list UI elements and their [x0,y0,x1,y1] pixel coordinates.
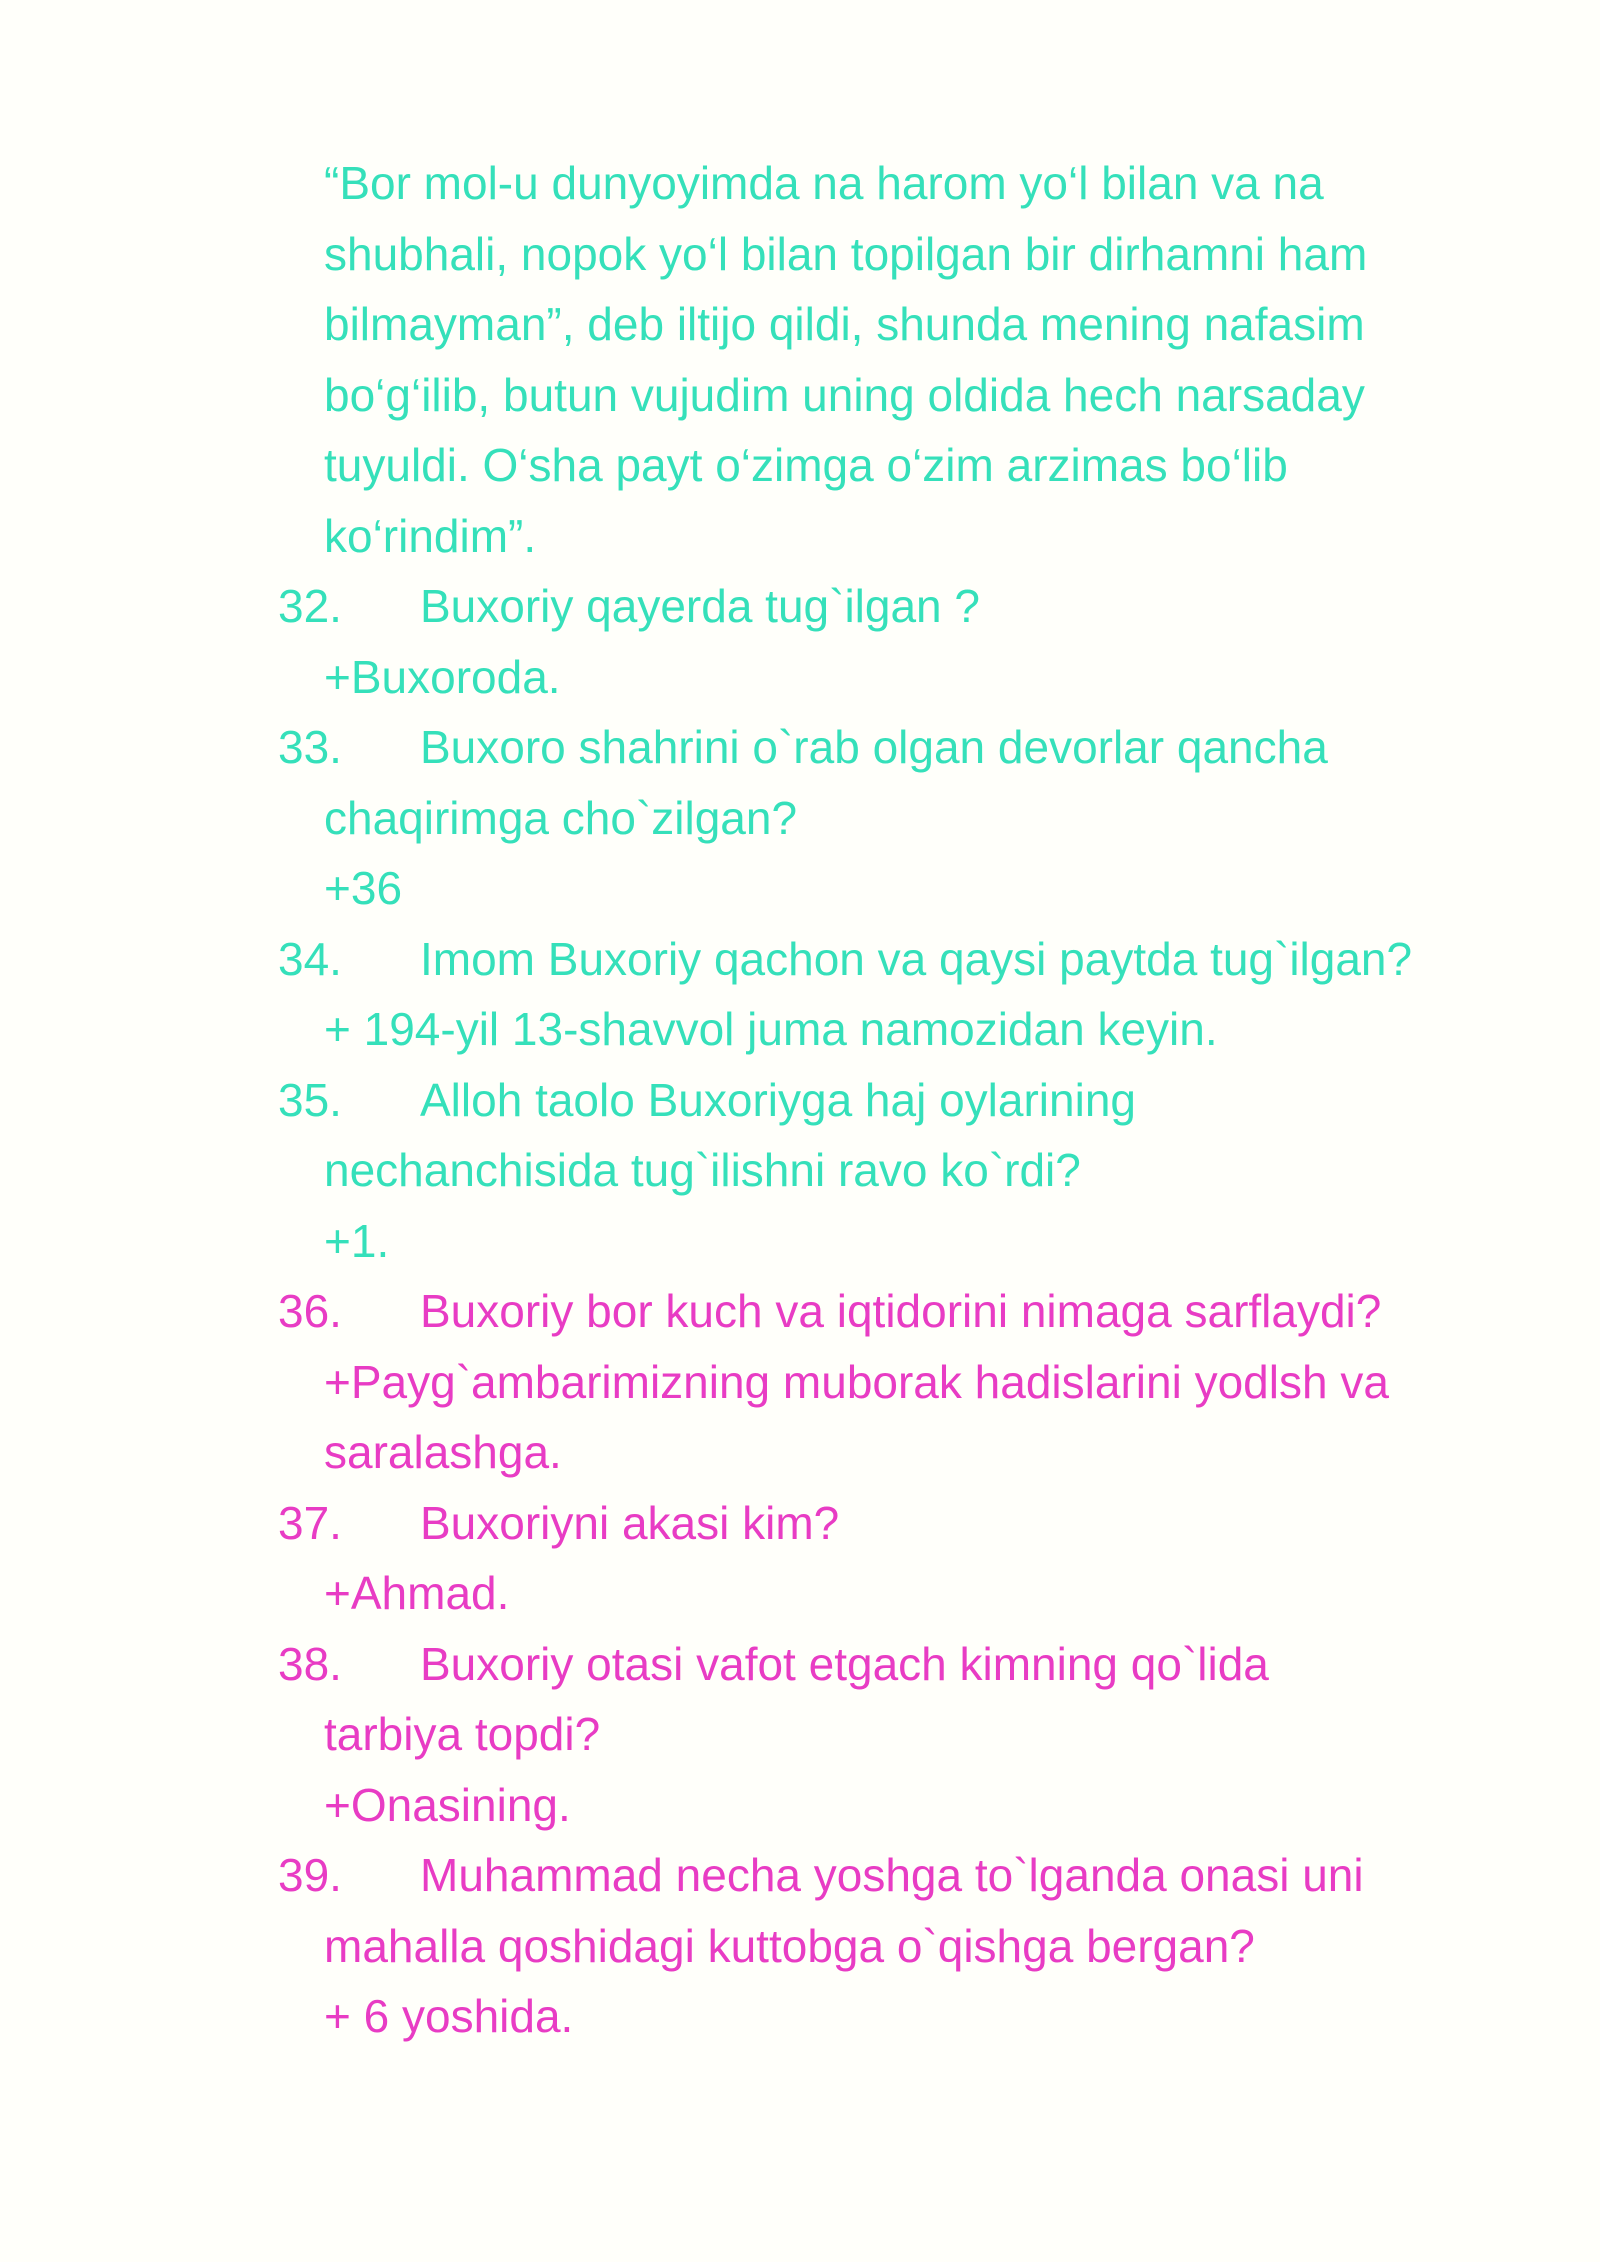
answer-line: +36 [324,862,403,914]
question-text: Alloh taolo Buxoriyga haj oylarining [420,1073,1136,1126]
answer-line: +Ahmad. [324,1567,510,1619]
question-line [278,924,1478,995]
question-text-continued: chaqirimga cho`zilgan? [324,791,798,844]
question-line [278,1276,1478,1347]
question-number: 35. [278,1073,342,1126]
question-text: Imom Buxoriy qachon va qaysi paytda tug`ilgan? [420,932,1413,985]
question-item [278,1629,1478,1841]
question-number: 32. [278,580,342,632]
question-line [278,1488,1478,1559]
question-line [278,571,1478,642]
question-number: 34. [278,932,342,985]
question-text: Buxoro shahrini o`rab olgan devorlar qancha [420,721,1328,773]
question-item [278,571,1478,712]
question-number: 39. [278,1849,342,1901]
answer-line: +1. [324,1214,390,1267]
question-text-continued: tarbiya topdi? [324,1708,601,1760]
intro-line: “Bor mol-u dunyoyimda na harom yo‘l bilan va na [324,157,1324,209]
answer-line: +Payg`ambarimizning muborak hadislarini yodlsh va [324,1355,1389,1408]
document-content [278,148,1478,2052]
question-item [278,712,1478,924]
question-line [278,1840,1478,1911]
question-item [278,924,1478,1065]
intro-line: tuyuldi. O‘sha payt o‘zimga o‘zim arzimas bo‘lib [324,439,1288,491]
answer-line: +Buxoroda. [324,650,561,703]
answer-line: saralashga. [324,1426,562,1478]
intro-line: ko‘rindim”. [324,509,537,562]
question-text-continued: nechanchisida tug`ilishni ravo ko`rdi? [324,1144,1081,1196]
question-item [278,1065,1478,1277]
question-number: 33. [278,721,342,773]
question-text: Buxoriy qayerda tug`ilgan ? [420,580,980,632]
answer-line: + 194-yil 13-shavvol juma namozidan keyin. [324,1003,1218,1055]
question-text: Buxoriy bor kuch va iqtidorini nimaga sarflaydi? [420,1285,1382,1337]
question-text: Buxoriy otasi vafot etgach kimning qo`lida [420,1637,1269,1690]
question-text: Buxoriyni akasi kim? [420,1496,840,1549]
question-line [278,1065,1478,1136]
question-text: Muhammad necha yoshga to`lganda onasi uni [420,1849,1364,1901]
intro-line: bo‘g‘ilib, butun vujudim uning oldida hech narsaday [324,368,1365,421]
question-item [278,1840,1478,2052]
question-number: 37. [278,1496,342,1549]
answer-line: +Onasining. [324,1778,571,1831]
question-text-continued: mahalla qoshidagi kuttobga o`qishga bergan? [324,1919,1255,1972]
question-number: 36. [278,1285,342,1337]
intro-line: bilmayman”, deb iltijo qildi, shunda mening nafasim [324,298,1365,350]
question-number: 38. [278,1637,342,1690]
question-item [278,1276,1478,1488]
intro-paragraph [278,148,1478,571]
answer-line: + 6 yoshida. [324,1990,574,2042]
question-line [278,712,1478,783]
intro-line: shubhali, nopok yo‘l bilan topilgan bir dirhamni ham [324,227,1368,280]
question-line [278,1629,1478,1700]
question-item [278,1488,1478,1629]
question-list [278,571,1478,2052]
